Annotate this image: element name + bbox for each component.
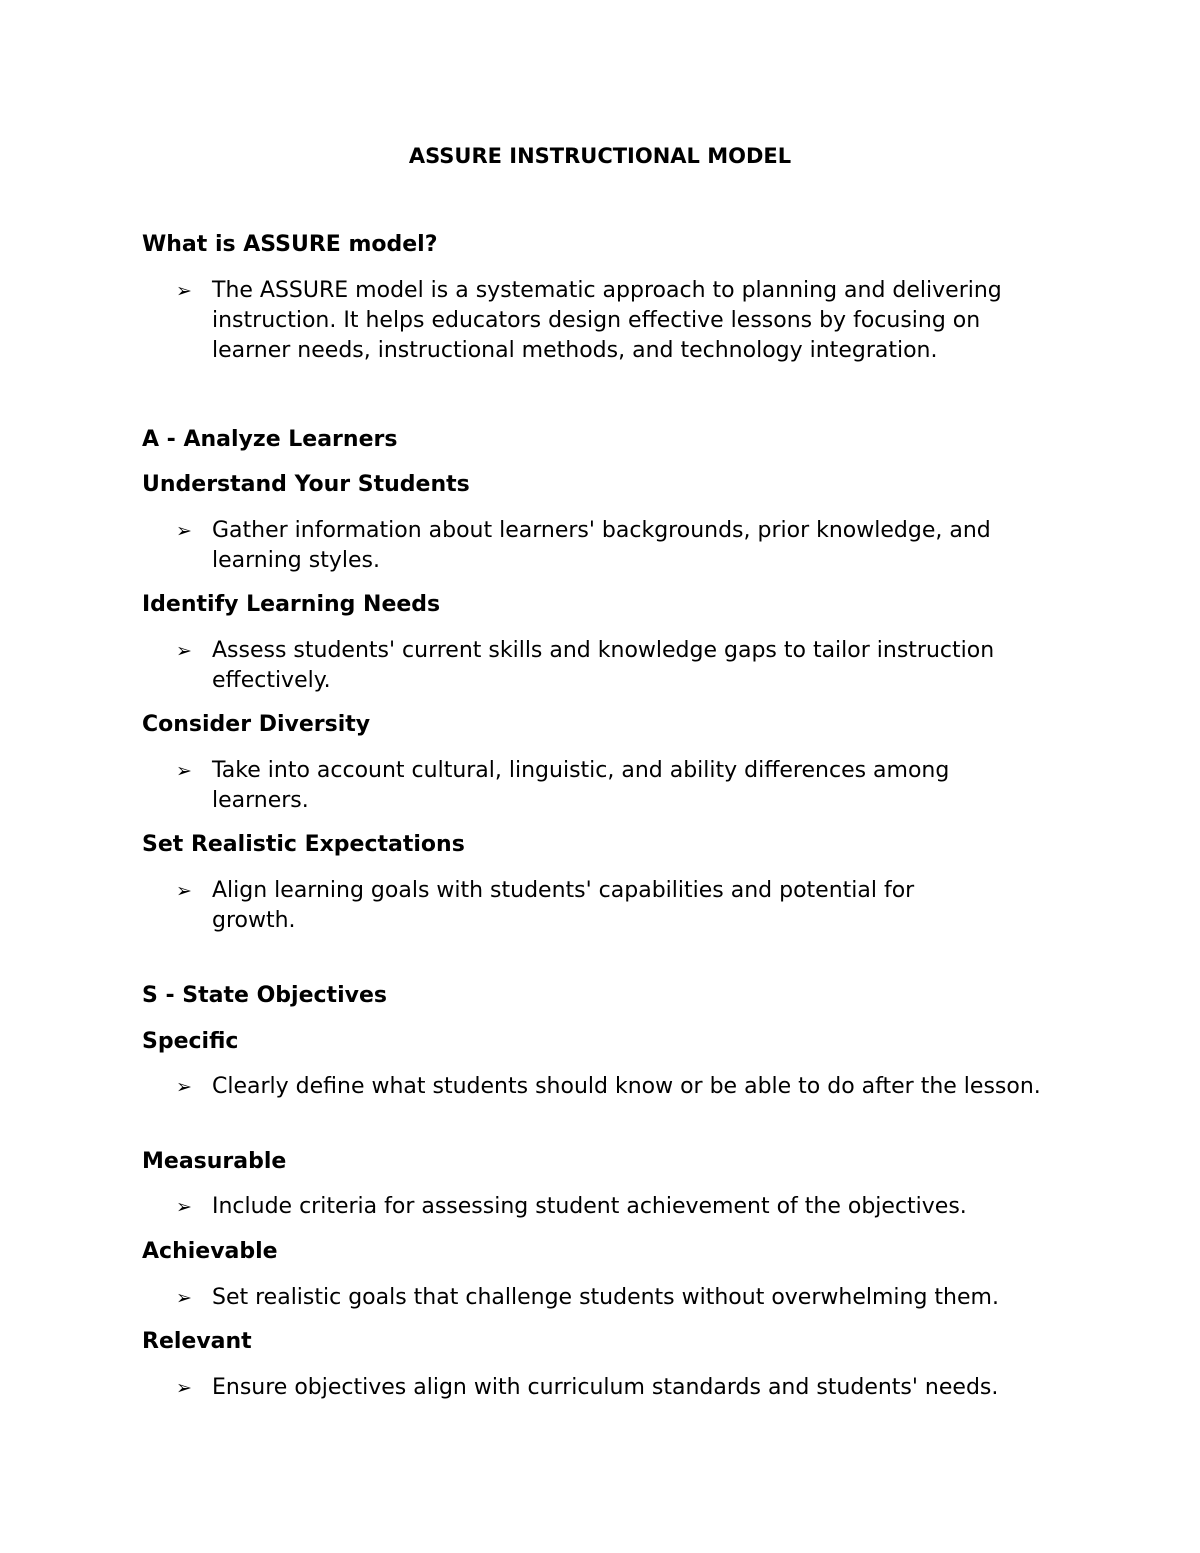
intro-heading: What is ASSURE model? — [142, 232, 438, 257]
subheading-understand-students: Understand Your Students — [142, 472, 470, 497]
arrow-bullet-icon: ➢ — [176, 1287, 192, 1309]
subheading-realistic-expectations: Set Realistic Expectations — [142, 832, 465, 857]
subheading-specific: Specific — [142, 1029, 239, 1054]
bullet-identify-needs — [142, 636, 1082, 696]
bullet-understand-students — [142, 516, 1082, 576]
bullet-relevant — [142, 1373, 1082, 1403]
arrow-bullet-icon: ➢ — [176, 760, 192, 782]
intro-bullet-text: The ASSURE model is a systematic approach to planning and delivering instruction. It helps educators design effective lessons by focusing on learner needs, instructional methods, and technology integration. — [212, 278, 1002, 363]
bullet-realistic-expectations — [142, 876, 1002, 936]
bullet-measurable — [142, 1192, 1082, 1222]
arrow-bullet-icon: ➢ — [176, 520, 192, 542]
section-s-heading: S - State Objectives — [142, 983, 387, 1008]
subheading-identify-needs: Identify Learning Needs — [142, 592, 441, 617]
arrow-bullet-icon: ➢ — [176, 1196, 192, 1218]
document-title: ASSURE INSTRUCTIONAL MODEL — [408, 144, 792, 168]
bullet-achievable — [142, 1283, 1082, 1313]
subheading-consider-diversity: Consider Diversity — [142, 712, 371, 737]
bullet-text: Set realistic goals that challenge students without overwhelming them. — [212, 1285, 999, 1310]
bullet-text: Ensure objectives align with curriculum standards and students' needs. — [212, 1375, 999, 1400]
bullet-consider-diversity — [142, 756, 1022, 816]
section-a-heading: A - Analyze Learners — [142, 427, 398, 452]
arrow-bullet-icon: ➢ — [176, 1076, 192, 1098]
bullet-text: Assess students' current skills and knowledge gaps to tailor instruction effectively. — [212, 638, 995, 693]
arrow-bullet-icon: ➢ — [176, 880, 192, 902]
bullet-text: Take into account cultural, linguistic, and ability differences among learners. — [212, 758, 950, 813]
bullet-text: Clearly define what students should know or be able to do after the lesson. — [212, 1074, 1041, 1099]
intro-bullet — [142, 276, 1062, 366]
arrow-bullet-icon: ➢ — [176, 640, 192, 662]
bullet-text: Include criteria for assessing student achievement of the objectives. — [212, 1194, 967, 1219]
subheading-relevant: Relevant — [142, 1329, 252, 1354]
subheading-achievable: Achievable — [142, 1239, 278, 1264]
arrow-bullet-icon: ➢ — [176, 1377, 192, 1399]
bullet-text: Gather information about learners' backgrounds, prior knowledge, and learning styles. — [212, 518, 991, 573]
bullet-text: Align learning goals with students' capabilities and potential for growth. — [212, 878, 915, 933]
bullet-specific — [142, 1072, 1042, 1102]
arrow-bullet-icon: ➢ — [176, 280, 192, 302]
subheading-measurable: Measurable — [142, 1149, 287, 1174]
